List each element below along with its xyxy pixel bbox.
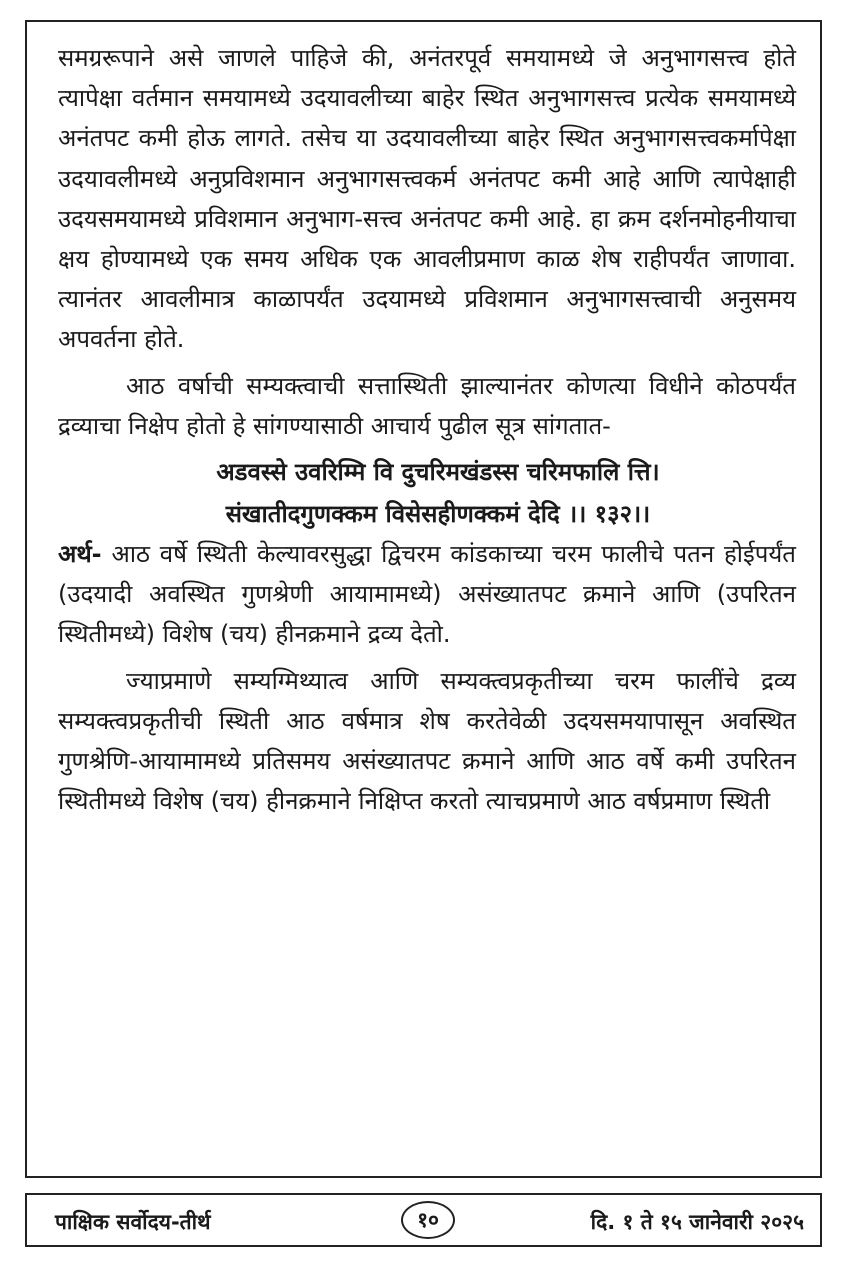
sutra-line-1: अडवस्से उवरिम्मि वि दुचरिमखंडस्स चरिमफालि त्ति। <box>216 458 660 487</box>
page-footer <box>25 1193 822 1247</box>
sutra-line-2: संखातीदगुणक्कम विसेसहीणक्कमं देदि ।। १३२।। <box>225 500 651 529</box>
issue-date: दि. १ ते १५ जानेवारी २०२५ <box>590 1210 804 1234</box>
publication-name: पाक्षिक सर्वोदय-तीर्थ <box>55 1210 211 1234</box>
paragraph-4: ज्याप्रमाणे सम्यग्मिथ्यात्व आणि सम्यक्त्वप्रकृतीच्या चरम फालींचे द्रव्य सम्यक्त्वप्रकृतीची स्थिती आठ वर्षमात्र शेष करतेवेळी उदयसमयापासून अवस्थित गुणश्रेणि-आयामामध्ये प्रतिसमय असंख्यातपट क्रमाने आणि आठ वर्षे कमी उपरितन स्थितीमध्ये विशेष (चय) हीनक्रमाने निक्षिप्त करतो त्याचप्रमाणे आठ वर्षप्रमाण स्थिती <box>58 666 796 816</box>
paragraph-2: आठ वर्षाची सम्यक्त्वाची सत्तास्थिती झाल्यानंतर कोणत्या विधीने कोठपर्यंत द्रव्याचा निक्षेप होतो हे सांगण्यासाठी आचार्य पुढील सूत्र सांगतात- <box>58 371 796 440</box>
page-body <box>58 38 796 821</box>
meaning-label: अर्थ- <box>58 540 102 569</box>
paragraph-1: समग्ररूपाने असे जाणले पाहिजे की, अनंतरपूर्व समयामध्ये जे अनुभागसत्त्व होते त्यापेक्षा वर्तमान समयामध्ये उदयावलीच्या बाहेर स्थित अनुभागसत्त्व प्रत्येक समयामध्ये अनंतपट कमी होऊ लागते. तसेच या उदयावलीच्या बाहेर स्थित अनुभागसत्त्वकर्मापेक्षा उदयावलीमध्ये अनुप्रविशमान अनुभागसत्त्वकर्म अनंतपट कमी आहे आणि त्यापेक्षाही उदयसमयामध्ये प्रविशमान अनुभाग-सत्त्व अनंतपट कमी आहे. हा क्रम दर्शनमोहनीयाचा क्षय होण्यामध्ये एक समय अधिक एक आवलीप्रमाण काळ शेष राहीपर्यंत जाणावा. त्यानंतर आवलीमात्र काळापर्यंत उदयामध्ये प्रविशमान अनुभागसत्त्वाची अनुसमय अपवर्तना होते. <box>58 44 796 354</box>
meaning-text: आठ वर्षे स्थिती केल्यावरसुद्धा द्विचरम कांडकाच्या चरम फालीचे पतन होईपर्यंत (उदयादी अवस्थित गुणश्रेणी आयामामध्ये) असंख्यातपट क्रमाने आणि (उपरितन स्थितीमध्ये) विशेष (चय) हीनक्रमाने द्रव्य देतो. <box>58 540 796 649</box>
meaning-paragraph <box>58 534 796 655</box>
page-number: १० <box>401 1201 455 1239</box>
